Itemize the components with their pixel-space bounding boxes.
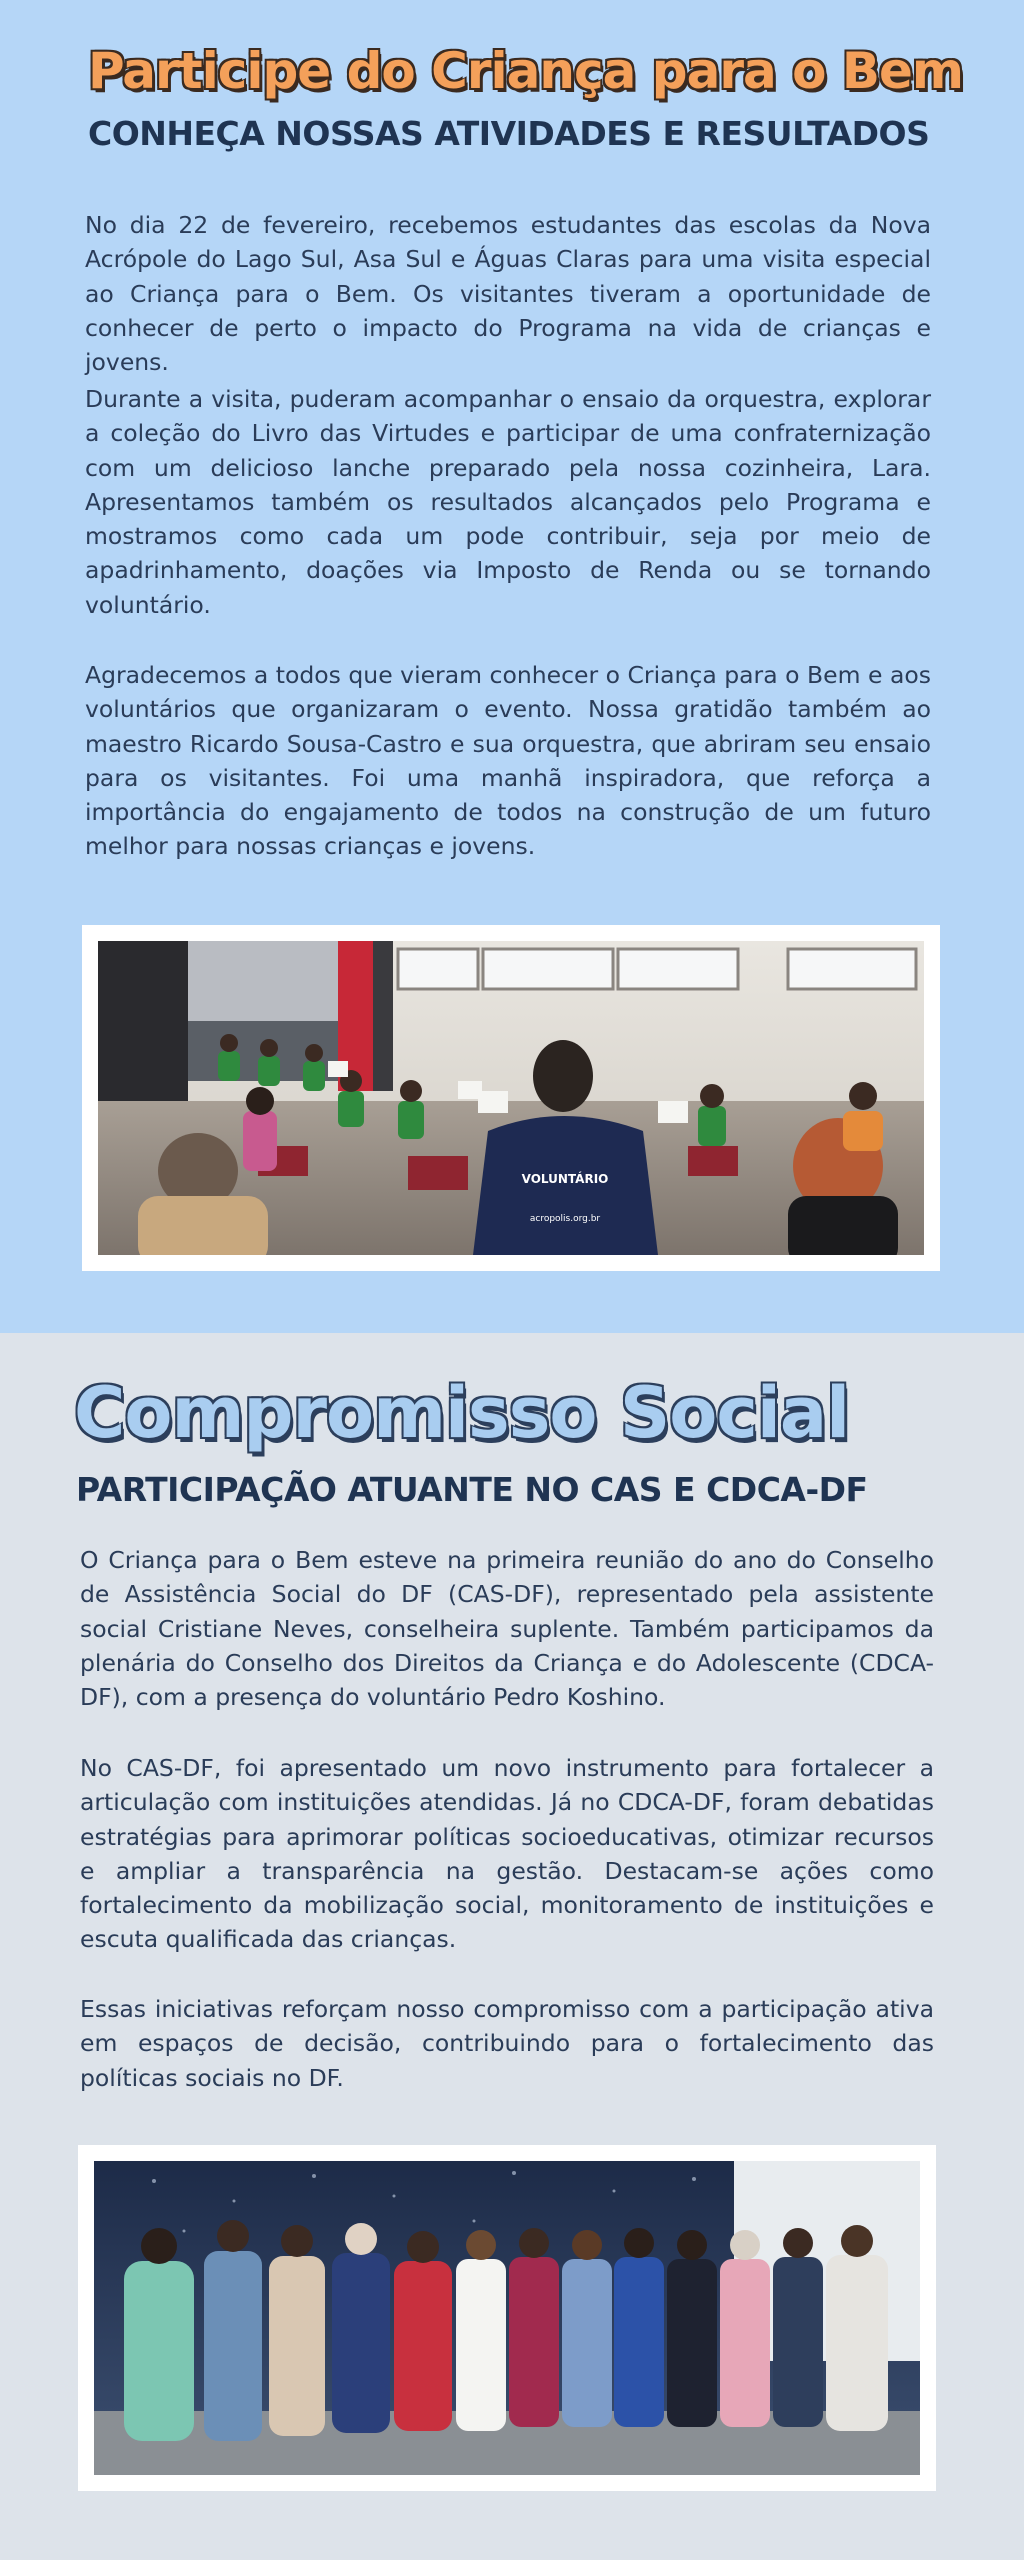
section-title-2: Compromisso Social (74, 1372, 850, 1454)
photo-frame-group (78, 2145, 936, 2491)
paragraph-4: O Criança para o Bem esteve na primeira reunião do ano do Conselho de Assistência Social do DF (CAS-DF), representado pela assistente social Cristiane Neves, conselheira suplente. Também participamos da plenária do Conselho dos Direitos da Criança e do Adolescente (CDCA-DF), com a presença do voluntário Pedro Koshino. (80, 1546, 934, 1712)
paragraph-2: Durante a visita, puderam acompanhar o ensaio da orquestra, explorar a coleção do Livro das Virtudes e participar de uma confraternização com um delicioso lanche preparado pela nossa cozinheira, Lara. Apresentamos também os resultados alcançados pelo Programa e mostramos como cada um pode contribuir, seja por meio de apadrinhamento, doações via Imposto de Renda ou se tornando voluntário. (85, 385, 931, 619)
shirt-subtext: acropolis.org.br (529, 1214, 601, 1224)
paragraph-1: No dia 22 de fevereiro, recebemos estudantes das escolas da Nova Acrópole do Lago Sul, Asa Sul e Águas Claras para uma visita especial ao Criança para o Bem. Os visitantes tiveram a oportunidade de conhecer de perto o impacto do Programa na vida de crianças e jovens. (85, 211, 931, 377)
photo-frame-orchestra (82, 925, 940, 1271)
section-subtitle: CONHEÇA NOSSAS ATIVIDADES E RESULTADOS (88, 114, 930, 153)
section-subtitle-2: PARTICIPAÇÃO ATUANTE NO CAS E CDCA-DF (76, 1470, 868, 1509)
section-title: Participe do Criança para o Bem (88, 42, 964, 100)
orchestra-photo (98, 941, 924, 1255)
paragraph-5: No CAS-DF, foi apresentado um novo instrumento para fortalecer a articulação com instituições atendidas. Já no CDCA-DF, foram debatidas estratégias para aprimorar políticas socioeducativas, otimizar recursos e ampliar a transparência na gestão. Destacam-se ações como fortalecimento da mobilização social, monitoramento de instituições e escuta qualificada das crianças. (80, 1754, 934, 1954)
group-photo (94, 2161, 920, 2475)
paragraph-6: Essas iniciativas reforçam nosso compromisso com a participação ativa em espaços de decisão, contribuindo para o fortalecimento das políticas sociais no DF. (80, 1995, 934, 2092)
paragraph-3: Agradecemos a todos que vieram conhecer o Criança para o Bem e aos voluntários que organizaram o evento. Nossa gratidão também ao maestro Ricardo Sousa-Castro e sua orquestra, que abriram seu ensaio para os visitantes. Foi uma manhã inspiradora, que reforça a importância do engajamento de todos na construção de um futuro melhor para nossas crianças e jovens. (85, 661, 931, 861)
shirt-text: VOLUNTÁRIO (521, 1172, 609, 1186)
